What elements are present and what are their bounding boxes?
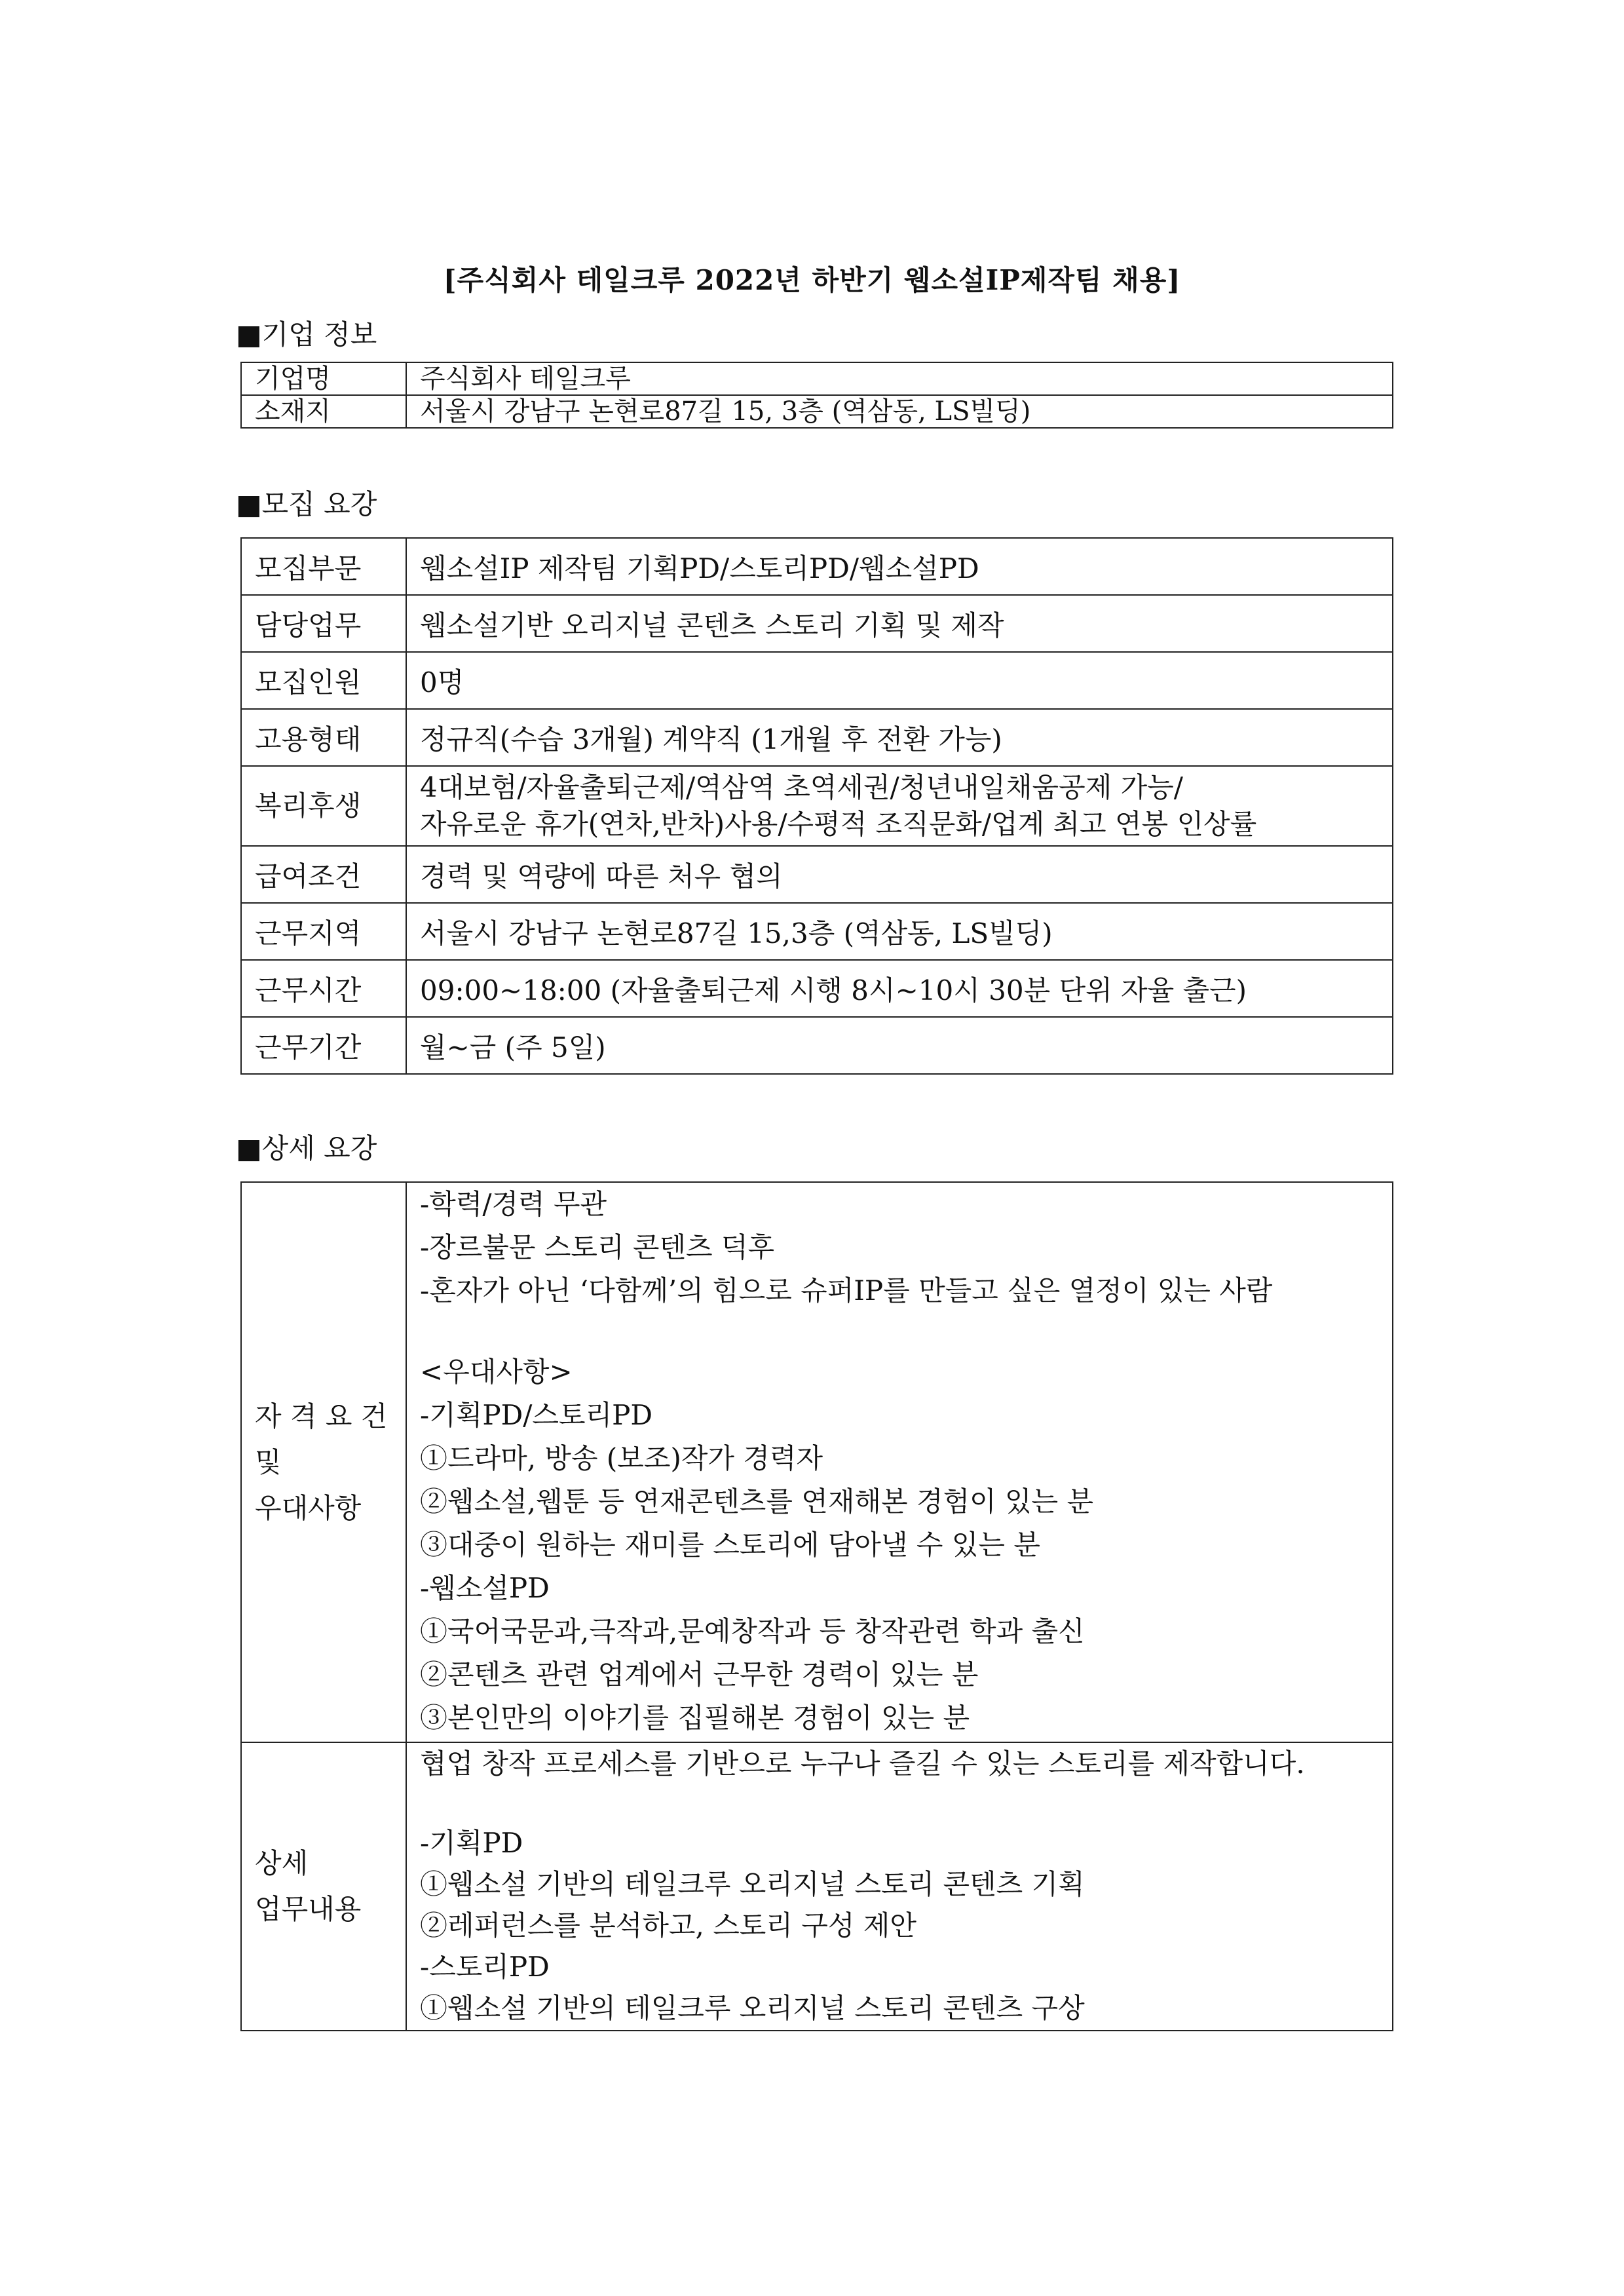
recruit-value: 09:00~18:00 (자율출퇴근제 시행 8시~10시 30분 단위 자율 출근) [406,960,1393,1017]
text-line: -학력/경력 무관 [420,1188,607,1220]
label-line: 상세 [255,1847,309,1879]
qualifications-label [241,1182,406,1742]
recruit-value: 경력 및 역량에 따른 처우 협의 [406,846,1393,903]
label-line: 우대사항 [255,1491,362,1524]
recruit-label: 근무지역 [241,903,406,960]
duties-value [406,1742,1393,2031]
table-row [241,903,1393,960]
text-line: ③본인만의 이야기를 집필해본 경험이 있는 분 [420,1702,970,1734]
qualifications-value [406,1182,1393,1742]
recruit-label: 모집부문 [241,538,406,595]
duties-label [241,1742,406,2031]
text-line: ②레퍼런스를 분석하고, 스토리 구성 제안 [420,1909,916,1942]
section-heading-detail: ■상세 요강 [236,1132,377,1164]
company-location-value: 서울시 강남구 논현로87길 15, 3층 (역삼동, LS빌딩) [406,395,1393,428]
text-line: ①국어국문과,극작과,문예창작과 등 창작관련 학과 출신 [420,1615,1085,1647]
table-row [241,652,1393,709]
company-name-label: 기업명 [241,362,406,395]
text-line: ①웹소설 기반의 테일크루 오리지널 스토리 콘텐츠 기획 [420,1868,1085,1900]
text-line: -웹소설PD [420,1572,550,1604]
recruit-value [406,766,1393,846]
recruit-label: 근무기간 [241,1017,406,1074]
table-row [241,960,1393,1017]
text-line: -기획PD [420,1827,523,1859]
label-line: 자 격 요 건 [255,1400,388,1432]
table-row [241,395,1393,428]
detail-info-table [240,1181,1393,2031]
recruit-value: 0명 [406,652,1393,709]
table-row [241,846,1393,903]
table-row [241,1742,1393,2031]
label-line: 업무내용 [255,1893,362,1925]
recruit-label: 복리후생 [241,766,406,846]
company-location-label: 소재지 [241,395,406,428]
text-line: <우대사항> [420,1356,573,1388]
recruit-label: 고용형태 [241,709,406,766]
text-line: 협업 창작 프로세스를 기반으로 누구나 즐길 수 있는 스토리를 제작합니다. [420,1748,1305,1780]
blank-line [420,1784,1379,1822]
recruit-value: 웹소설IP 제작팀 기획PD/스토리PD/웹소설PD [406,538,1393,595]
table-row [241,709,1393,766]
text-line: -혼자가 아닌 ‘다함께’의 힘으로 슈퍼IP를 만들고 싶은 열정이 있는 사람 [420,1274,1273,1307]
section-heading-company: ■기업 정보 [236,318,377,351]
label-line: 및 [255,1445,282,1478]
text-line: ①드라마, 방송 (보조)작가 경력자 [420,1442,823,1474]
document-title: [주식회사 테일크루 2022년 하반기 웹소설IP제작팀 채용] [443,264,1181,296]
benefit-line: 4대보험/자율출퇴근제/역삼역 초역세권/청년내일채움공제 가능/ [420,771,1183,803]
recruit-label: 모집인원 [241,652,406,709]
text-line: ②콘텐츠 관련 업계에서 근무한 경력이 있는 분 [420,1658,979,1691]
company-name-value: 주식회사 테일크루 [406,362,1393,395]
blank-line [420,1312,1379,1350]
text-line: -스토리PD [420,1951,550,1983]
recruit-value: 웹소설기반 오리지널 콘텐츠 스토리 기획 및 제작 [406,595,1393,652]
recruit-info-table [240,537,1393,1075]
section-heading-recruit: ■모집 요강 [236,488,377,520]
table-row [241,1182,1393,1742]
recruit-value: 월~금 (주 5일) [406,1017,1393,1074]
company-info-table [240,362,1393,429]
text-line: ③대중이 원하는 재미를 스토리에 담아낼 수 있는 분 [420,1529,1040,1561]
table-row [241,1017,1393,1074]
table-row [241,766,1393,846]
text-line: -장르불문 스토리 콘텐츠 덕후 [420,1231,775,1263]
table-row [241,538,1393,595]
text-line: -기획PD/스토리PD [420,1399,653,1431]
recruit-label: 담당업무 [241,595,406,652]
recruit-label: 근무시간 [241,960,406,1017]
table-row [241,595,1393,652]
text-line: ①웹소설 기반의 테일크루 오리지널 스토리 콘텐츠 구상 [420,1992,1085,2024]
recruit-value: 서울시 강남구 논현로87길 15,3층 (역삼동, LS빌딩) [406,903,1393,960]
benefit-line: 자유로운 휴가(연차,반차)사용/수평적 조직문화/업계 최고 연봉 인상률 [420,808,1257,840]
text-line: ②웹소설,웹툰 등 연재콘텐츠를 연재해본 경험이 있는 분 [420,1485,1094,1518]
table-row [241,362,1393,395]
recruit-value: 정규직(수습 3개월) 계약직 (1개월 후 전환 가능) [406,709,1393,766]
recruit-label: 급여조건 [241,846,406,903]
